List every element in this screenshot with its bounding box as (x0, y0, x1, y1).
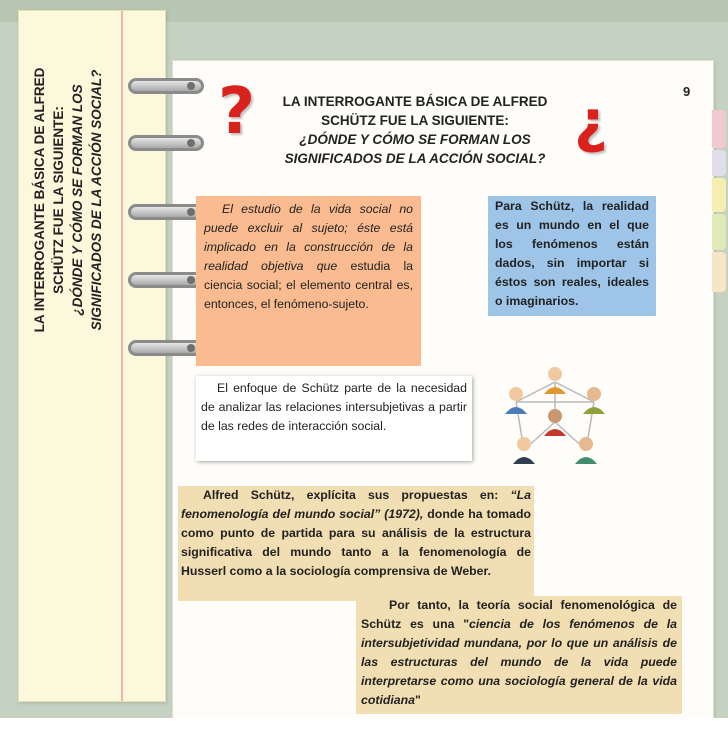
orange-text-1: El estudio de la vida social (222, 202, 392, 216)
side-title-line-2: SCHÜTZ FUE LA SIGUIENTE: (51, 106, 66, 294)
orange-text-4: construcción de la realidad (204, 240, 413, 273)
question-mark-icon: ? (218, 75, 256, 149)
binder-ring-icon (128, 135, 204, 151)
beige-text-box-2 (356, 596, 682, 714)
page-number: 9 (683, 84, 691, 99)
heading-line-2: SCHÜTZ FUE LA SIGUIENTE: (321, 113, 509, 128)
divider-tab-lavender (712, 150, 726, 176)
divider-tab-yellow (712, 178, 726, 212)
binder-ring-icon (128, 272, 204, 288)
beige2-text-1: Por tanto, la teoría social fenomenológica de Schütz es una " (361, 598, 677, 631)
binder-ring-icon (128, 340, 204, 356)
blue-text-box (488, 196, 656, 316)
binder-ring-icon (128, 204, 204, 220)
vertical-side-title (30, 40, 106, 360)
heading-line-1: LA INTERROGANTE BÁSICA DE ALFRED (282, 94, 548, 109)
page-heading (250, 92, 580, 168)
orange-text-box (196, 196, 421, 366)
orange-text-3: está implicado en la (204, 221, 413, 254)
side-title-line-3: ¿DÓNDE Y CÓMO SE FORMAN LOS (70, 84, 85, 316)
side-title-line-1: LA INTERROGANTE BÁSICA DE ALFRED (32, 67, 47, 333)
beige2-text-3: " (414, 693, 421, 707)
beige1-text-2: “La fenomenología del mundo social” (1972), (181, 488, 531, 521)
beige1-text-3: donde ha tomado como punto de partida para su análisis de la estructura significativa del mundo tanto a la fenomenología de Husserl como a la sociología comprensiva de Weber. (181, 507, 531, 578)
orange-text-2: no puede excluir al sujeto; éste (204, 202, 413, 235)
beige-text-box-1 (178, 486, 534, 601)
social-network-icon (494, 360, 616, 482)
inverted-question-mark-icon: ¿ (574, 87, 608, 155)
orange-text-5: objetiva que (261, 259, 338, 273)
white-text: El enfoque de Schütz parte de la necesidad de analizar las relaciones intersubjetivas a partir de las redes de interacción social. (201, 381, 467, 433)
side-title-line-4: SIGNIFICADOS DE LA ACCIÓN SOCIAL? (89, 69, 104, 331)
orange-text-6: estudia la ciencia social; el elemento central es, entonces, el fenómeno-sujeto. (204, 259, 414, 311)
blue-text: Para Schütz, la realidad es un mundo en el que los fenómenos están dados, sin importar si éstos son reales, ideales o imaginarios. (495, 199, 649, 308)
heading-line-4: SIGNIFICADOS DE LA ACCIÓN SOCIAL? (284, 151, 546, 166)
divider-tab-green (712, 214, 726, 250)
heading-line-3: ¿DÓNDE Y CÓMO SE FORMAN LOS (299, 132, 531, 147)
beige1-text-1: Alfred Schütz, explícita sus propuestas en: (203, 488, 499, 502)
white-text-box (196, 376, 472, 461)
beige2-text-2: ciencia de los fenómenos de la intersubjetividad mundana, por lo que un análisis de las estructuras del mundo de la vida puede interpretarse como una sociología general de la vida cotidiana (361, 617, 677, 707)
divider-tab-pink (712, 110, 726, 148)
divider-tab-cream (712, 252, 726, 292)
binder-ring-icon (128, 78, 204, 94)
